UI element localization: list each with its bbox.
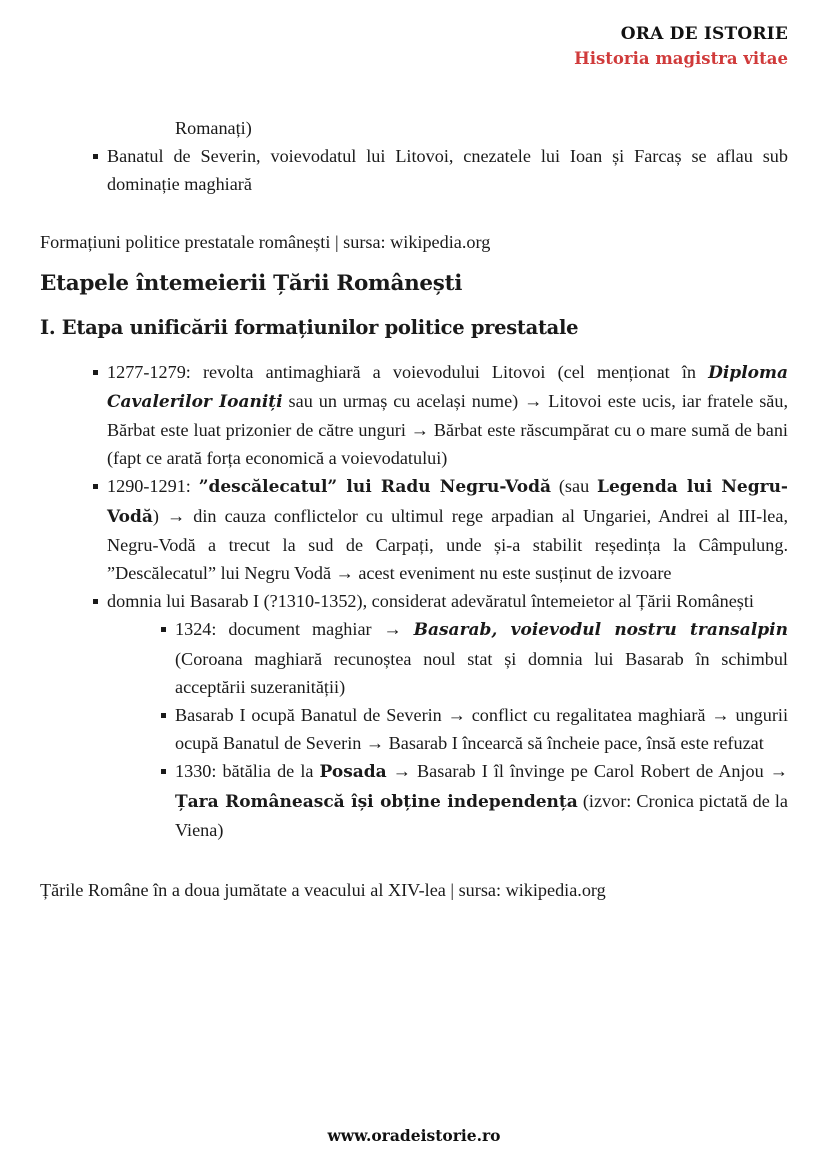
nested-list-item <box>40 615 788 701</box>
nested-list-item <box>40 757 788 844</box>
image-caption: Formațiuni politice prestatale românești | sursa: wikipedia.org <box>40 231 491 252</box>
nested-list <box>40 615 788 844</box>
emphasis-text: Diploma Cavalerilor Ioaniți <box>107 362 788 412</box>
nested-list-container <box>40 615 788 844</box>
text-segment: (sau <box>551 476 597 497</box>
image-caption: Țările Române în a doua jumătate a veacului al XIV-lea | sursa: wikipedia.org <box>40 880 606 901</box>
list-item <box>40 587 788 615</box>
text-segment: ) → din cauza conflictelor cu ultimul rege arpadian al Ungariei, Andrei al III-lea, Negru-Vodă a trecut la sud de Carpați, unde și-a stabilit reședința la Câmpulung. ”Descălecatul” lui Negru Vodă → acest eveniment nu este susținut de izvoare <box>107 505 788 584</box>
section-title: Etapele întemeierii Țării Românești <box>40 270 463 296</box>
list-item <box>40 358 788 473</box>
text-segment: sau un urmaș cu același nume) → Litovoi este ucis, iar fratele său, Bărbat este luat prizonier de către unguri → Bărbat este răscumpărat cu o mare sumă de bani (fapt ce arată forța economică a voievodatului) <box>107 390 789 469</box>
site-title: ORA DE ISTORIE <box>620 24 788 44</box>
list-item <box>40 472 788 587</box>
nested-list-item <box>40 701 788 757</box>
emphasis-text: Legenda lui Negru-Vodă <box>107 477 788 527</box>
text-segment: domnia lui Basarab I (?1310-1352), considerat adevăratul întemeietor al Țării Românești <box>107 591 754 612</box>
subsection-title: I. Etapa unificării formațiunilor politice prestatale <box>40 315 579 339</box>
text-segment: 1277-1279: revolta antimaghiară a voievodului Litovoi (cel menționat în <box>107 361 709 382</box>
text-segment: → Basarab I îl învinge pe Carol Robert de Anjou → <box>386 761 788 782</box>
text-segment: (izvor: Cronica pictată de la Viena) <box>175 790 788 840</box>
stages-list <box>40 358 788 844</box>
text-segment: (Coroana maghiară recunoștea noul stat și domnia lui Basarab în schimbul acceptării suzeranității) <box>175 648 788 697</box>
page-header <box>574 22 788 72</box>
site-motto: Historia magistra vitae <box>574 49 788 68</box>
emphasis-text: ”descălecatul” lui Radu Negru-Vodă <box>198 477 552 498</box>
continued-text: Romanați) <box>175 118 252 138</box>
emphasis-text: Posada <box>319 762 387 783</box>
text-segment: Basarab I ocupă Banatul de Severin → conflict cu regalitatea maghiară → ungurii ocupă Banatul de Severin → Basarab I încearcă să încheie pace, însă este refuzat <box>175 705 788 754</box>
text-segment: 1330: bătălia de la <box>175 761 320 782</box>
text-segment: 1324: document maghiar → <box>175 619 414 640</box>
footer-url: www.oradeistorie.ro <box>327 1126 501 1145</box>
emphasis-text: Țara Românească își obține independența <box>175 791 578 812</box>
emphasis-text: Basarab, voievodul nostru transalpin <box>413 620 788 641</box>
text-segment: 1290-1291: <box>107 476 199 497</box>
document-content <box>40 114 788 904</box>
list-item: Banatul de Severin, voievodatul lui Litovoi, cnezatele lui Ioan și Farcaș se aflau sub dominație maghiară <box>40 142 788 198</box>
intro-list <box>40 142 788 198</box>
